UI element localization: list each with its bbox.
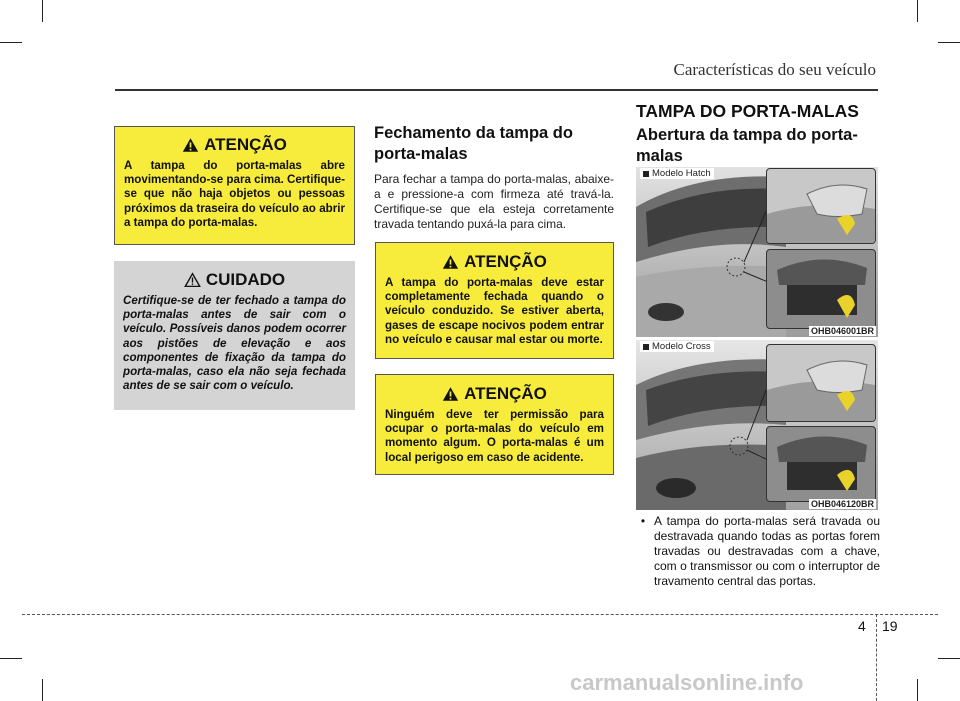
closing-paragraph: Para fechar a tampa do porta-malas, abaixe-a e pressione-a com firmeza até travá-la. Certifique-se que ela esteja corretamente travada tentando puxá-la para cima. bbox=[374, 172, 614, 231]
bullet-item bbox=[632, 514, 880, 589]
crop-mark bbox=[42, 0, 43, 22]
warning-heading: ATENÇÃO bbox=[464, 252, 547, 271]
hand-press-illustration bbox=[767, 169, 875, 243]
bullet-text: A tampa do porta-malas será travada ou destravada quando todas as portas forem travadas ou destravadas com a chave, com o transmissor ou com o interruptor de travamento central das portas. bbox=[654, 514, 880, 588]
figure-cross bbox=[636, 340, 878, 510]
inset-handle bbox=[766, 344, 876, 422]
crop-mark bbox=[0, 42, 22, 43]
hand-press-illustration bbox=[767, 345, 875, 421]
header-rule bbox=[115, 89, 878, 91]
crop-mark bbox=[938, 658, 960, 659]
warning-icon bbox=[182, 137, 199, 153]
caution-box bbox=[114, 261, 355, 410]
crop-mark bbox=[938, 42, 960, 43]
figure-code: OHB046120BR bbox=[810, 499, 874, 509]
inset-open-trunk bbox=[766, 426, 876, 502]
figure-label bbox=[640, 341, 714, 352]
warning-heading: ATENÇÃO bbox=[204, 135, 287, 154]
chapter-title: Características do seu veículo bbox=[673, 60, 876, 79]
inset-handle bbox=[766, 168, 876, 244]
bullet-symbol: • bbox=[640, 514, 646, 528]
warning-icon bbox=[442, 386, 459, 402]
chapter-number: 4 bbox=[858, 618, 866, 634]
inset-open-trunk bbox=[766, 249, 876, 329]
watermark: carmanualsonline.info bbox=[570, 670, 804, 695]
footer-dashed-rule bbox=[22, 614, 938, 615]
figure-code: OHB046001BR bbox=[810, 326, 874, 336]
figure-label bbox=[640, 168, 714, 179]
square-bullet-icon bbox=[643, 344, 649, 350]
crop-mark bbox=[42, 679, 43, 701]
section-title-closing: Fechamento da tampa do porta-malas bbox=[374, 124, 573, 163]
warning-text: A tampa do porta-malas deve estar completamente fechada quando o veículo conduzido. Se estiver aberta, gases de escape nocivos podem entrar no veículo e causar mal estar ou morte. bbox=[385, 276, 604, 346]
warning-text: Ninguém deve ter permissão para ocupar o porta-malas do veículo em momento algum. O porta-malas é um local perigoso em caso de acidente. bbox=[385, 408, 604, 464]
page-number: 19 bbox=[882, 618, 898, 634]
warning-box-open bbox=[114, 126, 355, 245]
crop-mark bbox=[917, 0, 918, 22]
sub-title-opening: Abertura da tampa do porta-malas bbox=[636, 126, 858, 165]
footer-dashed-divider bbox=[876, 614, 877, 701]
warning-box-occupant bbox=[375, 374, 614, 475]
open-trunk-illustration bbox=[767, 427, 875, 501]
warning-box-closed bbox=[375, 242, 614, 359]
figure-label-text: Modelo Cross bbox=[652, 341, 711, 352]
caution-icon bbox=[184, 272, 201, 288]
caution-text: Certifique-se de ter fechado a tampa do porta-malas antes de sair com o veículo. Possíveis danos podem ocorrer aos pistões de elevação e aos componentes de fixação da tampa do porta-malas, caso ela não seja fechada antes de se sair com o veículo. bbox=[123, 294, 346, 393]
warning-icon bbox=[442, 254, 459, 270]
warning-text: A tampa do porta-malas abre movimentando-se para cima. Certifique-se que não haja objetos ou pessoas próximos da traseira do veículo ao abrir a tampa do porta-malas. bbox=[124, 159, 345, 229]
warning-heading: ATENÇÃO bbox=[464, 384, 547, 403]
crop-mark bbox=[0, 658, 22, 659]
caution-heading: CUIDADO bbox=[205, 270, 286, 289]
square-bullet-icon bbox=[643, 171, 649, 177]
crop-mark bbox=[917, 679, 918, 701]
open-trunk-illustration bbox=[767, 250, 875, 328]
figure-hatch bbox=[636, 167, 878, 337]
figure-label-text: Modelo Hatch bbox=[652, 168, 711, 179]
main-title: TAMPA DO PORTA-MALAS bbox=[636, 101, 859, 121]
